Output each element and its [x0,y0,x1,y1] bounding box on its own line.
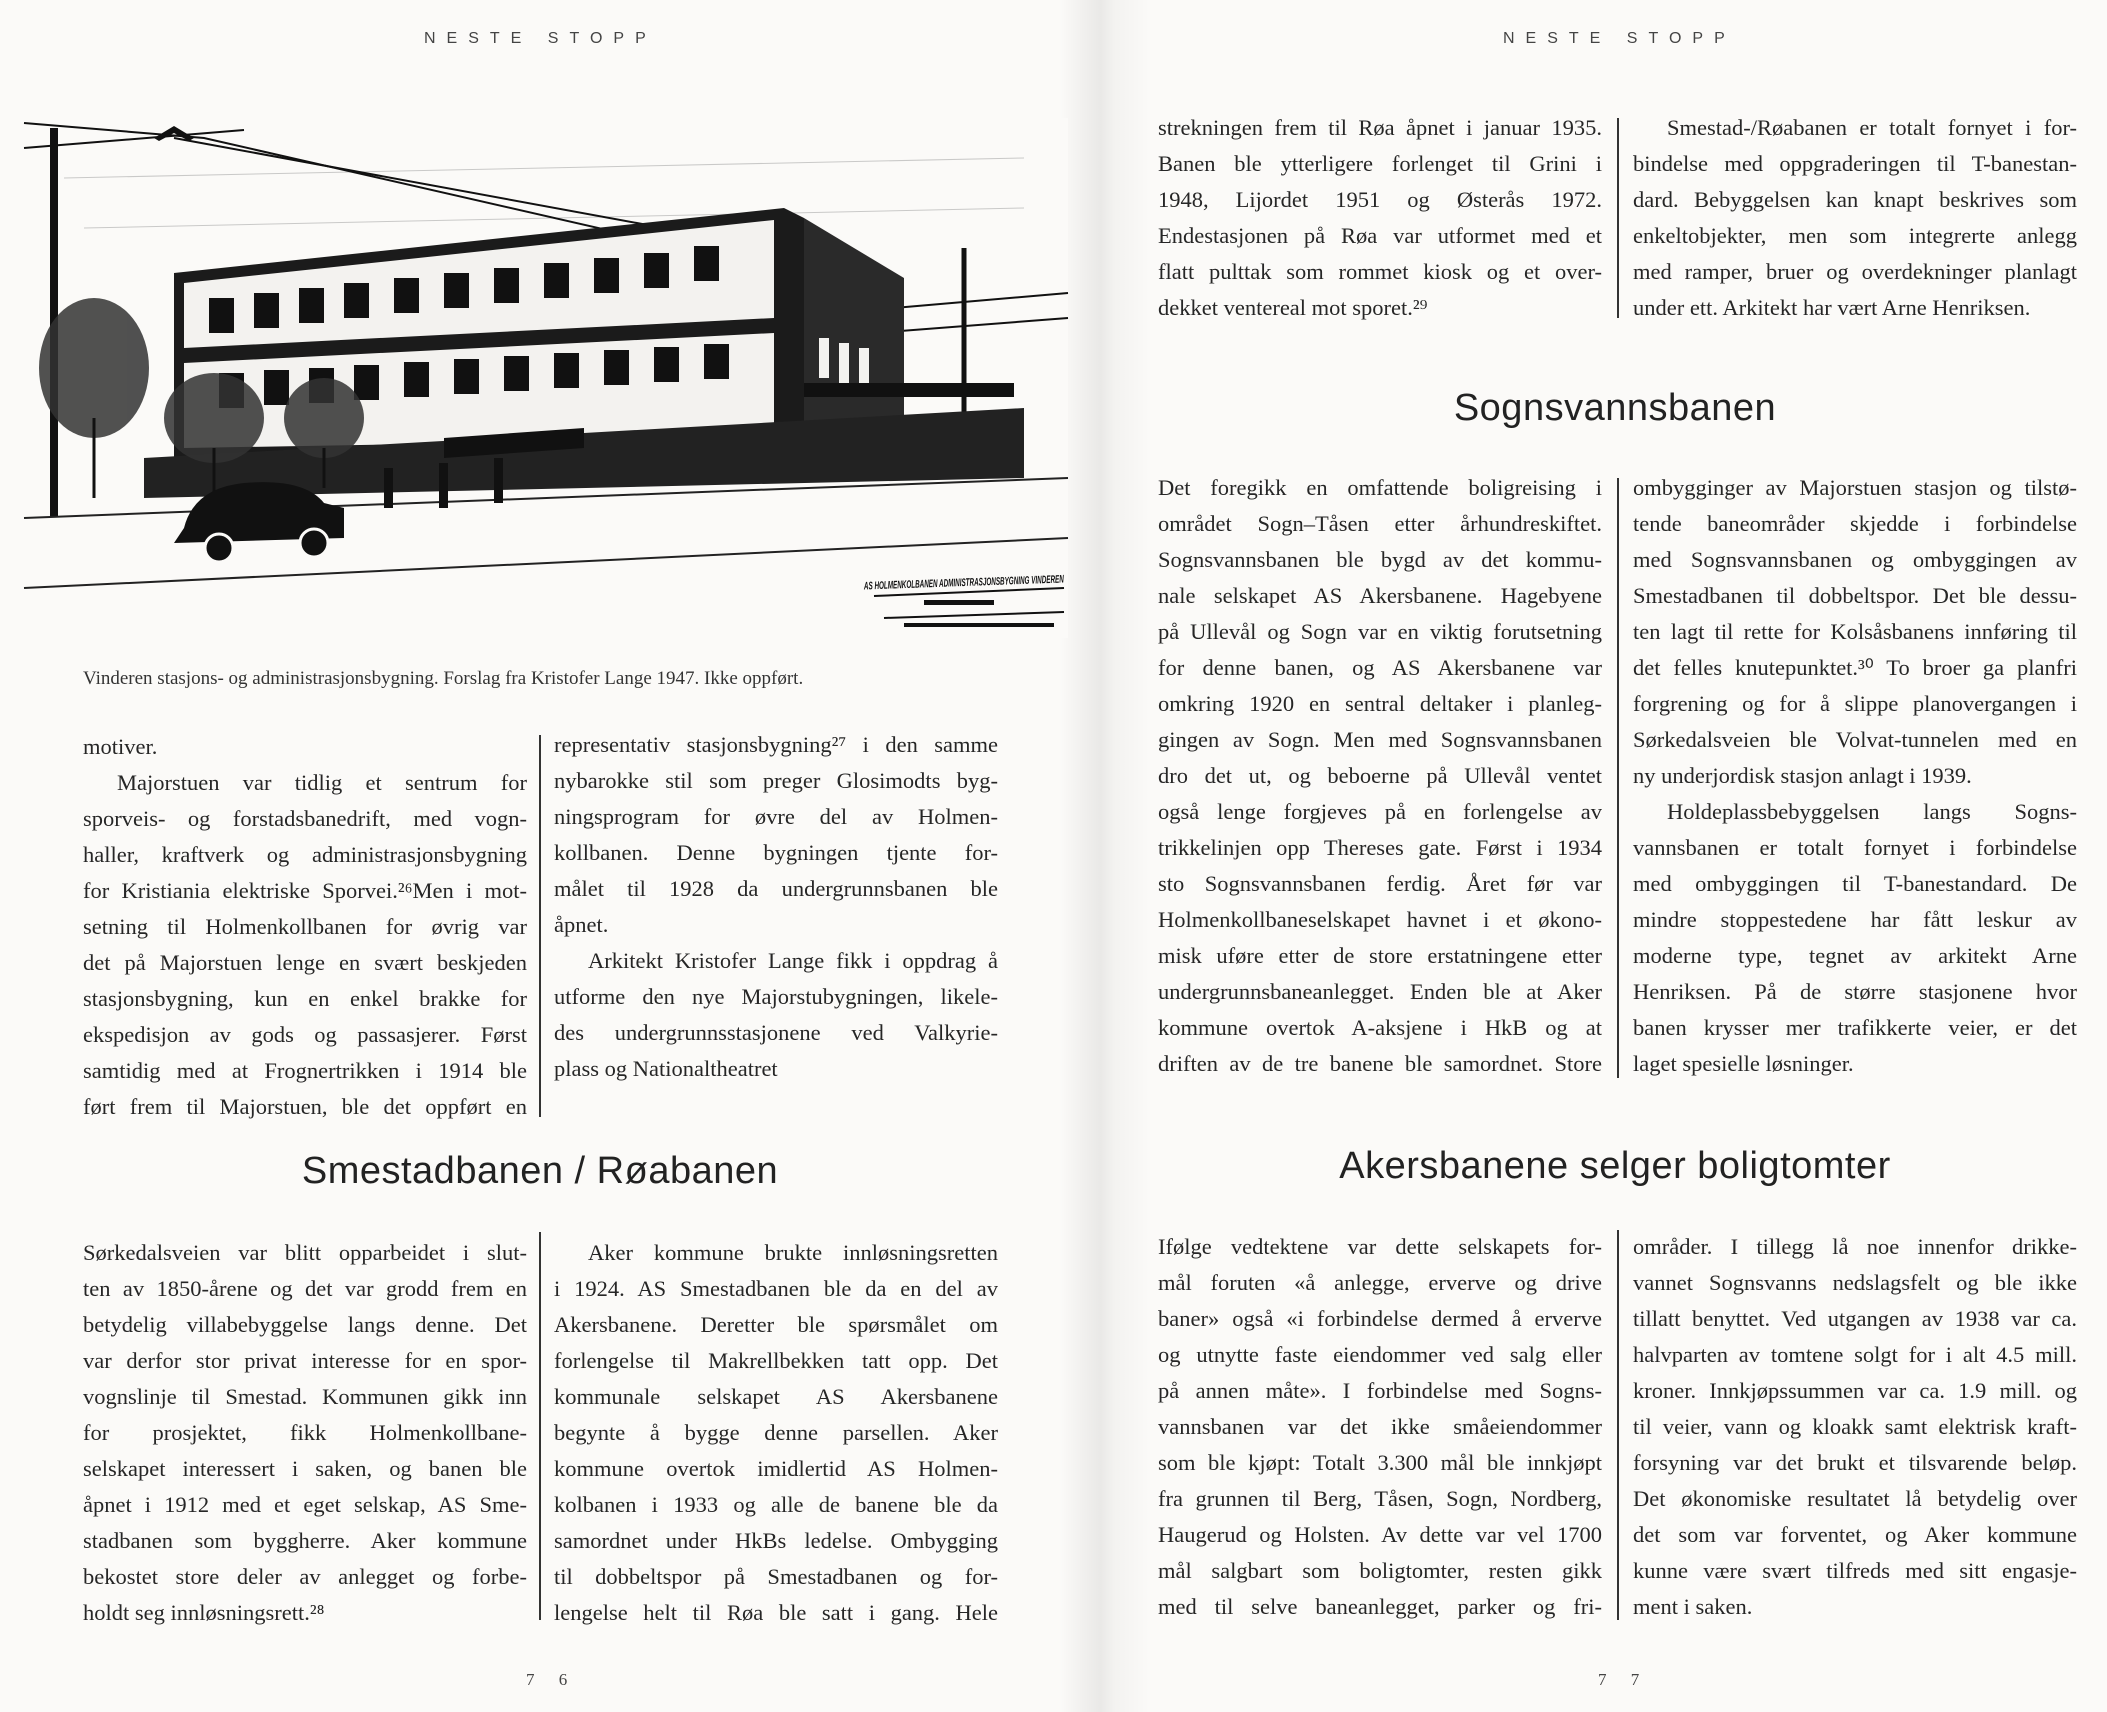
text-line: til veier, vann og kloakk samt elektrisk kraft- [1633,1414,2077,1439]
page-number-right: 7 7 [1598,1670,1650,1689]
illustration-signature: AS HOLMENKOLBANEN ADMINISTRASJONSBYGNING VINDEREN [863,568,1213,593]
text-line: bindelse med oppgraderingen til T-banestan- [1633,151,2077,176]
text-line: vannsbanen er totalt fornyet i forbindelse [1633,835,2077,860]
text-line: ningsprogram for øvre del av Holmen- [554,804,998,829]
text-line: og utnytte faste eiendommer ved salg eller [1158,1342,1602,1367]
text-line: med ombyggingen til T-banestandard. De [1633,871,2077,896]
text-line: kommune overtok A-aksjene i HkB og at [1158,1015,1602,1040]
section-heading-akersbanene: Akersbanene selger boligtomter [1339,1145,1891,1187]
text-line: ment i saken. [1633,1594,1753,1619]
right-top-column-2 [1633,110,2077,326]
text-line: halvparten av tomtene solgt for i alt 4.5 mill. [1633,1342,2077,1367]
text-line: forlengelse til Makrellbekken tatt opp. Det [554,1348,998,1373]
text-line: begynte å bygge denne parsellen. Aker [554,1420,998,1445]
text-line: Holdeplassbebyggelsen langs Sogns- [1667,799,2077,824]
text-line: banen krysser mer trafikkerte veier, er det [1633,1015,2077,1040]
text-line: Banen ble ytterligere forlenget til Grini i [1158,151,1602,176]
left-top-column-1 [83,729,527,1125]
page-number-left: 7 6 [526,1670,578,1689]
text-line: med ramper, bruer og overdekninger planlagt [1633,259,2077,284]
book-gutter-shadow [1060,0,1150,1712]
text-line: dekket ventereal mot sporet.²⁹ [1158,295,1428,320]
text-line: vannet Sognsvanns nedslagsfelt og ble ikke [1633,1270,2077,1295]
text-line: Haugerud og Holsten. Av dette var vel 1700 [1158,1522,1602,1547]
text-line: det som var forventet, og Aker kommune [1633,1522,2077,1547]
text-line: samtidig med at Frognertrikken i 1914 ble [83,1058,527,1083]
column-divider [539,1232,541,1620]
text-line: misk uføre etter de store erstatningene etter [1158,943,1602,968]
column-divider [1617,478,1619,1078]
text-line: Henriksen. På de større stasjonene hvor [1633,979,2077,1004]
text-line: ekspedisjon av gods og passasjerer. Først [83,1022,527,1047]
text-line: strekningen frem til Røa åpnet i januar 1935. [1158,115,1602,140]
left-bottom-column-2 [554,1235,998,1631]
section-heading-sognsvannsbanen: Sognsvannsbanen [1453,387,1777,429]
text-line: mål salgbart som boligtomter, resten gikk [1158,1558,1602,1583]
text-line: stadbanen som byggherre. Aker kommune [83,1528,527,1553]
text-line: kroner. Innkjøpssummen var ca. 1.9 mill. og [1633,1378,2077,1403]
running-head-left: NESTE STOPP [424,30,657,47]
text-line: sporveis- og forstadsbanedrift, med vogn- [83,806,527,831]
sognsvannsbanen-column-1 [1158,470,1602,1082]
text-line: ført frem til Majorstuen, ble det oppført en [83,1094,527,1119]
text-line: på Ullevål og Sogn var en viktig forutsetning [1158,619,1602,644]
text-line: enkeltobjekter, men som integrerte anlegg [1633,223,2077,248]
column-divider [1617,118,1619,318]
text-line: laget spesielle løsninger. [1633,1051,1854,1076]
text-line: for prosjektet, fikk Holmenkollbane- [83,1420,527,1445]
right-top-column-1 [1158,110,1602,326]
text-line: baner» også «i forbindelse dermed å erverve [1158,1306,1602,1331]
text-line: områder. I tillegg lå noe innenfor drikke- [1633,1234,2077,1259]
text-line: Akersbanene. Deretter ble spørsmålet om [554,1312,998,1337]
text-line: med Sognsvannsbanen og ombyggingen av [1633,547,2077,572]
text-line: det på Majorstuen lenge en svært beskjeden [83,950,527,975]
text-line: kommune overtok imidlertid AS Holmen- [554,1456,998,1481]
text-line: Arkitekt Kristofer Lange fikk i oppdrag å [588,948,998,973]
text-line: setning til Holmenkollbanen for øvrig var [83,914,527,939]
text-line: det felles knutepunktet.³⁰ To broer ga planfri [1633,655,2077,680]
text-line: representativ stasjonsbygning²⁷ i den samme [554,732,998,757]
text-line: forgrening og for å slippe planovergangen i [1633,691,2077,716]
column-divider [1617,1230,1619,1620]
text-line: Aker kommune brukte innløsningsretten [588,1240,998,1265]
text-line: undergrunnsbaneanlegget. Enden ble at Aker [1158,979,1602,1004]
text-line: plass og Nationaltheatret [554,1056,778,1081]
text-line: Holmenkollbaneselskapet havnet i et økono- [1158,907,1602,932]
illustration-caption: Vinderen stasjons- og administrasjonsbygning. Forslag fra Kristofer Lange 1947. Ikke oppført. [83,668,804,689]
text-line: for denne banen, og AS Akersbanene var [1158,655,1602,680]
text-line: flatt pulttak som rommet kiosk og et over- [1158,259,1602,284]
text-line: Smestad-/Røabanen er totalt fornyet i for- [1667,115,2077,140]
text-line: nale selskapet AS Akersbanene. Hagebyene [1158,583,1602,608]
text-line: lengelse helt til Røa ble satt i gang. Hele [554,1600,998,1625]
text-line: vannsbanen var det ikke småeiendommer [1158,1414,1602,1439]
text-line: bekostet store deler av anlegget og forbe- [83,1564,527,1589]
station-illustration [24,118,1213,638]
text-line: trikkelinjen opp Thereses gate. Først i 1934 [1158,835,1602,860]
text-line: dard. Bebyggelsen kan knapt beskrives som [1633,187,2077,212]
text-line: ombygginger av Majorstuen stasjon og tilstø- [1633,475,2077,500]
text-line: var derfor stor privat interesse for en spor- [83,1348,527,1373]
text-line: kommunale selskapet AS Akersbanene [554,1384,998,1409]
text-line: Ifølge vedtektene var dette selskapets for- [1158,1234,1602,1259]
text-line: for Kristiania elektriske Sporvei.²⁶Men i mot- [83,878,527,903]
section-heading-smestadbanen: Smestadbanen / Røabanen [301,1150,779,1192]
text-line: tillatt benyttet. Ved utgangen av 1938 var ca. [1633,1306,2077,1331]
text-line: Smestadbanen til dobbeltspor. Det ble dessu- [1633,583,2077,608]
text-line: selskapet interessert i saken, og banen ble [83,1456,527,1481]
text-line: haller, kraftverk og administrasjonsbygning [83,842,527,867]
text-line: Det økonomiske resultatet lå betydelig over [1633,1486,2077,1511]
text-line: ten av 1850-årene og det var grodd frem en [83,1276,527,1301]
left-bottom-column-1 [83,1235,527,1631]
text-line: nybarokke stil som preger Glosimodts byg- [554,768,998,793]
text-line: mål foruten «å anlegge, erverve og drive [1158,1270,1602,1295]
text-line: området Sogn–Tåsen etter århundreskiftet. [1158,511,1602,536]
text-line: motiver. [83,734,158,759]
text-line: stasjonsbygning, kun en enkel brakke for [83,986,527,1011]
text-line: samordnet under HkBs ledelse. Ombygging [554,1528,998,1553]
text-line: mindre stoppestedene har fått leskur av [1633,907,2077,932]
text-line: åpnet. [554,912,609,937]
text-line: driften av de tre banene ble samordnet. Store [1158,1051,1602,1076]
running-head-right: NESTE STOPP [1503,30,1736,47]
text-line: moderne type, tegnet av arkitekt Arne [1633,943,2077,968]
text-line: som ble kjøpt: Totalt 3.300 mål ble innkjøpt [1158,1450,1602,1475]
text-line: sto Sognsvannsbanen ferdig. Året før var [1158,871,1602,896]
text-line: vognslinje til Smestad. Kommunen gikk inn [83,1384,527,1409]
text-line: omkring 1920 en sentral deltaker i planleg- [1158,691,1602,716]
text-line: også lenge forgjeves på en forlengelse av [1158,799,1602,824]
text-line: under ett. Arkitekt har vært Arne Henriksen. [1633,295,2031,320]
text-line: Endestasjonen på Røa var utformet med et [1158,223,1602,248]
text-line: til dobbeltspor på Smestadbanen og for- [554,1564,998,1589]
text-line: Majorstuen var tidlig et sentrum for [117,770,527,795]
text-line: fra grunnen til Berg, Tåsen, Sogn, Nordberg, [1158,1486,1602,1511]
sognsvannsbanen-column-2 [1633,470,2077,1082]
text-line: des undergrunnsstasjonene ved Valkyrie- [554,1020,998,1045]
text-line: målet til 1928 da undergrunnsbanen ble [554,876,998,901]
akersbanene-column-2 [1633,1229,2077,1625]
left-top-column-2 [554,727,998,1087]
text-line: betydelig villabebyggelse langs denne. Det [83,1312,527,1337]
text-line: forsyning var det brukt et tilsvarende beløp. [1633,1450,2077,1475]
column-divider [539,735,541,1117]
text-line: Sørkedalsveien ble Volvat-tunnelen med en [1633,727,2077,752]
text-line: kollbanen. Denne bygningen tjente for- [554,840,998,865]
text-line: gingen av Sogn. Men med Sognsvannsbanen [1158,727,1602,752]
text-line: i 1924. AS Smestadbanen ble da en del av [554,1276,998,1301]
text-line: Sognsvannsbanen ble bygd av det kommu- [1158,547,1602,572]
text-line: kunne være svært tilfreds med sitt engasje- [1633,1558,2077,1583]
text-line: Det foregikk en omfattende boligreising i [1158,475,1602,500]
text-line: kolbanen i 1933 og alle de banene ble da [554,1492,998,1517]
text-line: ny underjordisk stasjon anlagt i 1939. [1633,763,1972,788]
text-line: ten lagt til rette for Kolsåsbanens innføring til [1633,619,2077,644]
text-line: 1948, Lijordet 1951 og Østerås 1972. [1158,187,1602,212]
text-line: på annen måte». I forbindelse med Sogns- [1158,1378,1602,1403]
text-line: med til selve baneanlegget, parker og fri- [1158,1594,1602,1619]
text-line: holdt seg innløsningsrett.²⁸ [83,1600,325,1625]
akersbanene-column-1 [1158,1229,1602,1625]
text-line: utforme den nye Majorstubygningen, likele- [554,984,998,1009]
text-line: åpnet i 1912 med et eget selskap, AS Sme- [83,1492,527,1517]
text-line: dro det ut, og beboerne på Ullevål ventet [1158,763,1602,788]
text-line: Sørkedalsveien var blitt opparbeidet i slut- [83,1240,527,1265]
text-line: tende baneområder skjedde i forbindelse [1633,511,2077,536]
